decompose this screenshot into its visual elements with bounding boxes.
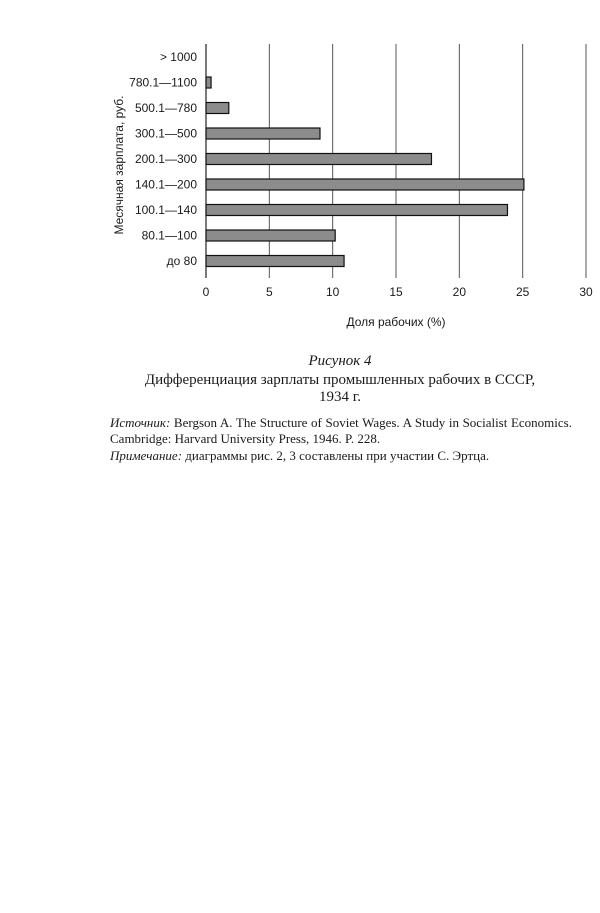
remark-label: Примечание: xyxy=(110,448,183,463)
x-tick-label: 10 xyxy=(325,285,340,299)
bar xyxy=(206,230,335,241)
figure-title xyxy=(110,372,570,406)
bar xyxy=(206,154,431,165)
y-tick-label: 140.1—200 xyxy=(134,177,197,192)
y-tick-label: 500.1—780 xyxy=(134,101,197,115)
figure-number: Рисунок 4 xyxy=(308,353,372,369)
bar xyxy=(206,128,320,139)
y-tick-label: 200.1—300 xyxy=(134,152,197,166)
x-tick-label: 0 xyxy=(202,285,210,299)
x-axis-label: Доля рабочих (%) xyxy=(346,315,446,329)
bar xyxy=(206,205,507,216)
y-tick-label: 300.1—500 xyxy=(134,126,197,141)
remark-text: диаграммы рис. 2, 3 составлены при участии С. Эртца. xyxy=(185,448,490,463)
x-tick-label: 5 xyxy=(265,285,273,299)
y-tick-label: 80.1—100 xyxy=(141,228,197,243)
figure-title-line2: 1934 г. xyxy=(319,389,361,405)
bar xyxy=(206,256,344,267)
y-tick-label: 780.1—1100 xyxy=(129,75,197,90)
x-tick-label: 20 xyxy=(452,285,467,299)
bar-chart xyxy=(0,0,600,345)
source-note xyxy=(110,415,572,447)
source-text: Bergson A. The Structure of Soviet Wages. A Study in Socialist Economics. Cambridge: Harvard University Press, 1946. P. 228. xyxy=(110,415,572,446)
figure-title-line1: Дифференциация зарплаты промышленных рабочих в СССР, xyxy=(144,372,536,388)
bar xyxy=(206,103,229,114)
y-axis-label: Месячная зарплата, руб. xyxy=(112,95,126,235)
x-tick-label: 30 xyxy=(579,285,593,299)
remark-note xyxy=(110,448,572,464)
chart-bars xyxy=(206,77,524,267)
y-tick-label: 100.1—140 xyxy=(134,203,197,217)
source-label: Источник: xyxy=(110,415,171,430)
x-tick-label: 15 xyxy=(389,285,403,299)
x-tick-label: 25 xyxy=(515,285,530,299)
y-tick-labels xyxy=(129,50,197,268)
y-tick-label: > 1000 xyxy=(159,50,197,64)
x-tick-labels xyxy=(203,285,593,299)
bar xyxy=(206,179,524,190)
bar xyxy=(206,77,211,88)
y-tick-label: до 80 xyxy=(166,254,197,268)
